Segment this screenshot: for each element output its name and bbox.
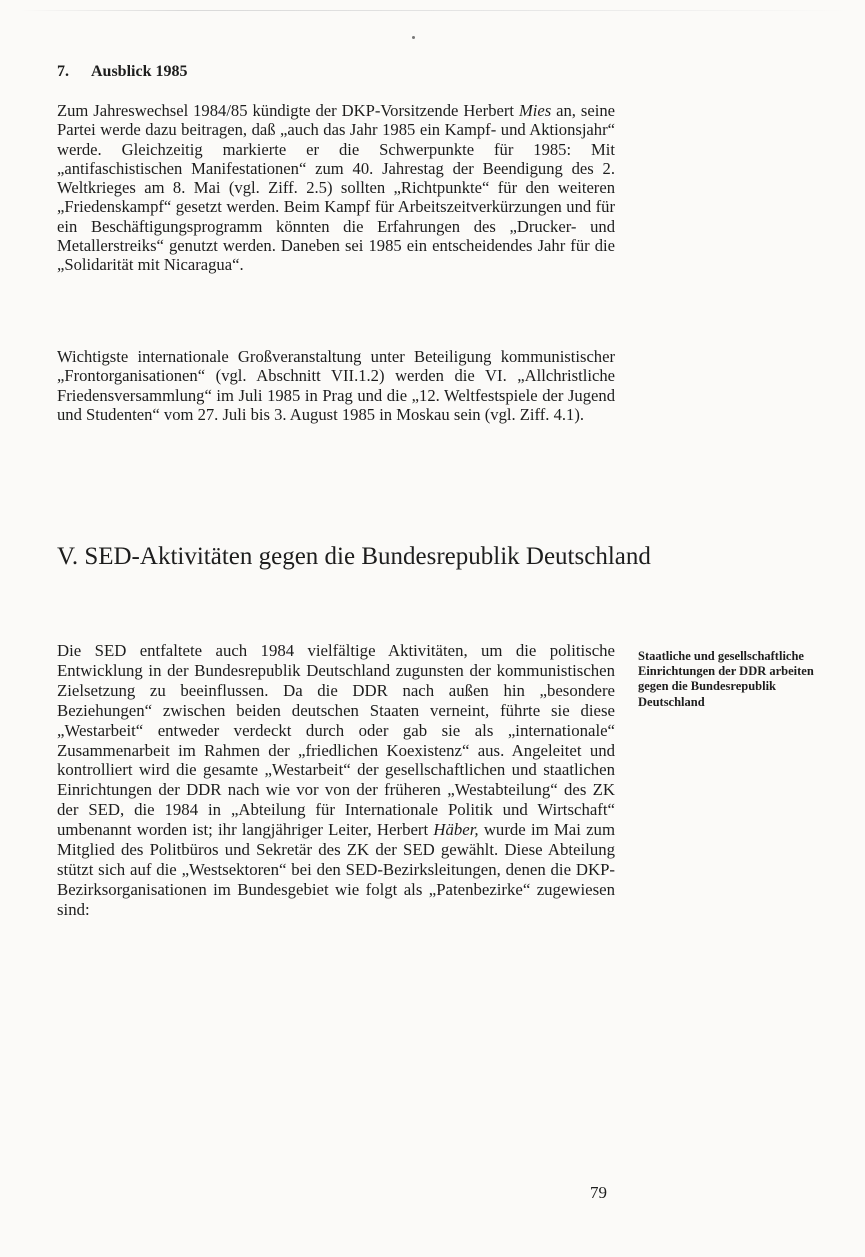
page-number: 79 — [590, 1183, 607, 1202]
paragraph-outlook-events: Wichtigste internationale Großveranstaltung unter Beteiligung kommunistischer „Frontorganisationen“ (vgl. Abschnitt VII.1.2) werden die VI. „Allchristliche Friedensversammlung“ im Juli 1985 in Prag und die „12. Weltfestspiele der Jugend und Studenten“ vom 27. Juli bis 3. August 1985 in Moskau sein (vgl. Ziff. 4.1). — [57, 347, 615, 424]
paragraph-outlook-dkp — [57, 101, 615, 275]
paragraph-sed-activities — [57, 641, 615, 920]
name-mies: Mies — [518, 101, 552, 120]
paragraph-text: Die SED entfaltete auch 1984 vielfältige Aktivitäten, um die politische Entwicklung in der Bundesrepublik Deutschland zugunsten der kommunistischen Zielsetzung zu beeinflussen. Da die DDR nach außen hin „besondere Beziehungen“ zwischen beiden deutschen Staaten verneint, führte sie diese „Westarbeit“ entweder verdeckt durch oder gab sie als „internationale“ Zusammenarbeit im Rahmen der „friedlichen Koexistenz“ aus. Angeleitet und kontrolliert wird die gesamte „Westarbeit“ der gesellschaftlichen und staatlichen Einrichtungen der DDR nach wie vor von der früheren „Westabteilung“ des ZK der SED, die 1984 in „Abteilung für Internationale Politik und Wirtschaft“ umbenannt worden ist; ihr langjähriger Leiter, Herbert — [57, 641, 615, 840]
chapter-title: V. SED-Aktivitäten gegen die Bundesrepublik Deutschland — [57, 543, 651, 570]
scan-artifact-dot — [412, 36, 415, 39]
section-title: Ausblick 1985 — [91, 63, 188, 80]
margin-note: Staatliche und gesellschaftliche Einrichtungen der DDR arbeiten gegen die Bundesrepublik Deutschland — [638, 649, 814, 709]
section-number: 7. — [57, 63, 69, 80]
paragraph-text: an, seine Partei werde dazu beitragen, daß „auch das Jahr 1985 ein Kampf- und Aktionsjahr“ werde. Gleichzeitig markierte er die Schwerpunkte für 1985: Mit „antifaschistischen Manifestationen“ zum 40. Jahrestag der Beendigung des 2. Weltkrieges am 8. Mai (vgl. Ziff. 2.5) sollten „Richtpunkte“ für den weiteren „Friedenskampf“ gesetzt werden. Beim Kampf für Arbeitszeitverkürzungen und für ein Beschäftigungsprogramm könnten die Erfahrungen des „Drucker- und Metallerstreiks“ genutzt werden. Daneben sei 1985 ein entscheidendes Jahr für die „Solidarität mit Nicaragua“. — [57, 101, 615, 275]
paragraph-text: Zum Jahreswechsel 1984/85 kündigte der DKP-Vorsitzende Herbert — [57, 101, 519, 120]
name-haeber: Häber, — [433, 820, 479, 840]
scan-artifact-line — [20, 10, 850, 11]
section-heading — [57, 63, 187, 81]
paragraph-text: wurde im Mai zum Mitglied des Politbüros und Sekretär des ZK der SED gewählt. Diese Abteilung stützt sich auf die „Westsektoren“ bei den SED-Bezirksleitungen, denen die DKP-Bezirksorganisationen im Bundesgebiet wie folgt als „Patenbezirke“ zugewiesen sind: — [57, 820, 616, 919]
